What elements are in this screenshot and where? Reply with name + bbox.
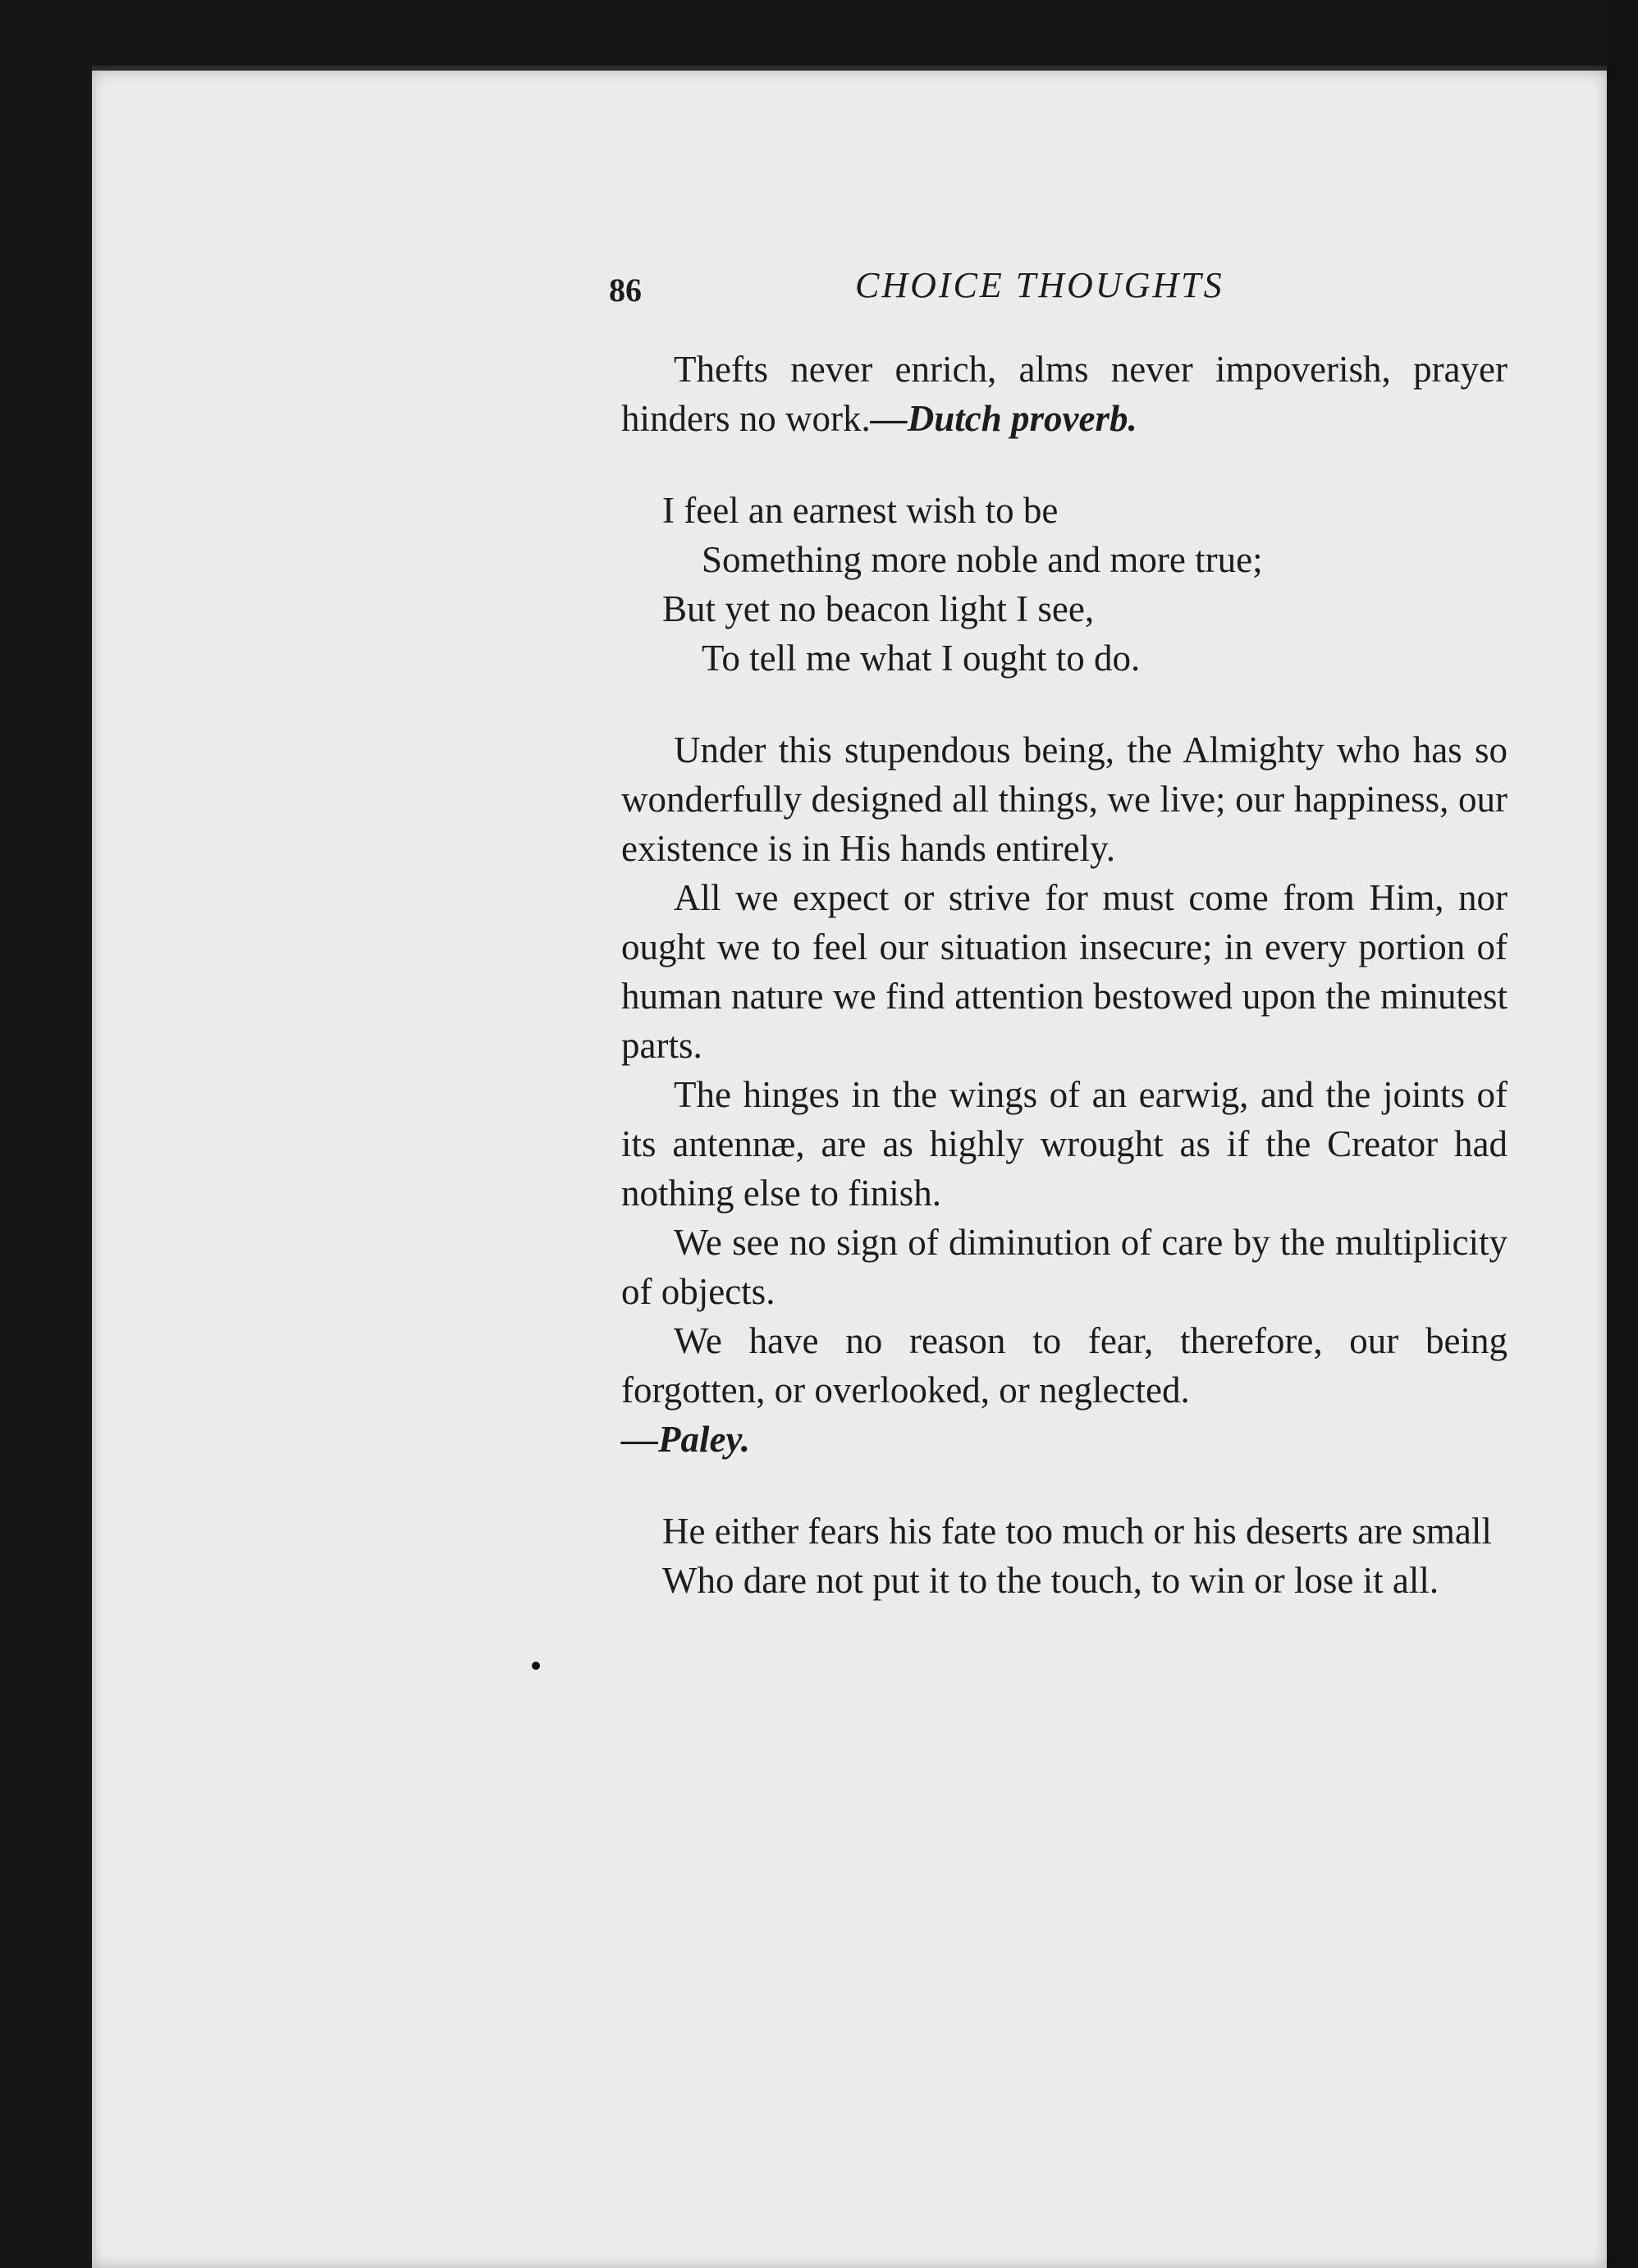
verse-line: He either fears his fate too much or his deserts are small (662, 1511, 1492, 1552)
entry-gap (621, 1464, 1508, 1507)
entry-gap (621, 443, 1508, 486)
page-number: 86 (609, 272, 642, 309)
proverb-text: Thefts never enrich, alms never impoverish, prayer hinders no work. (621, 349, 1508, 439)
paragraph: We have no reason to fear, therefore, our being forgotten, or overlooked, or neglected. (621, 1320, 1508, 1411)
paley-entry (621, 725, 1508, 1464)
margin-mark (532, 1662, 540, 1670)
verse-line: But yet no beacon light I see, (662, 588, 1095, 629)
verse-two (621, 1507, 1508, 1605)
page-header (609, 264, 1265, 313)
page-body (621, 345, 1508, 1605)
verse-line: Who dare not put it to the touch, to win or lose it all. (662, 1560, 1439, 1601)
paragraph: We see no sign of diminution of care by the multiplicity of objects. (621, 1222, 1508, 1312)
verse-one (621, 486, 1508, 683)
paragraph: All we expect or strive for must come from Him, nor ought we to feel our situation insecure; in every portion of human nature we find attention bestowed upon the minutest parts. (621, 877, 1508, 1066)
proverb-attribution: —Dutch proverb. (870, 398, 1137, 439)
paley-attribution: —Paley. (621, 1419, 751, 1460)
verse-line: I feel an earnest wish to be (662, 490, 1059, 531)
running-head: CHOICE THOUGHTS (855, 265, 1224, 305)
entry-gap (621, 683, 1508, 725)
proverb-entry (621, 345, 1508, 443)
binding-edge (1607, 0, 1638, 2268)
paragraph: Under this stupendous being, the Almighty who has so wonderfully designed all things, we live; our happiness, our existence is in His hands entirely. (621, 729, 1508, 869)
verse-line: To tell me what I ought to do. (702, 638, 1141, 679)
paragraph: The hinges in the wings of an earwig, and the joints of its antennæ, are as highly wrought as if the Creator had nothing else to finish. (621, 1074, 1508, 1214)
verse-line: Something more noble and more true; (702, 539, 1263, 580)
